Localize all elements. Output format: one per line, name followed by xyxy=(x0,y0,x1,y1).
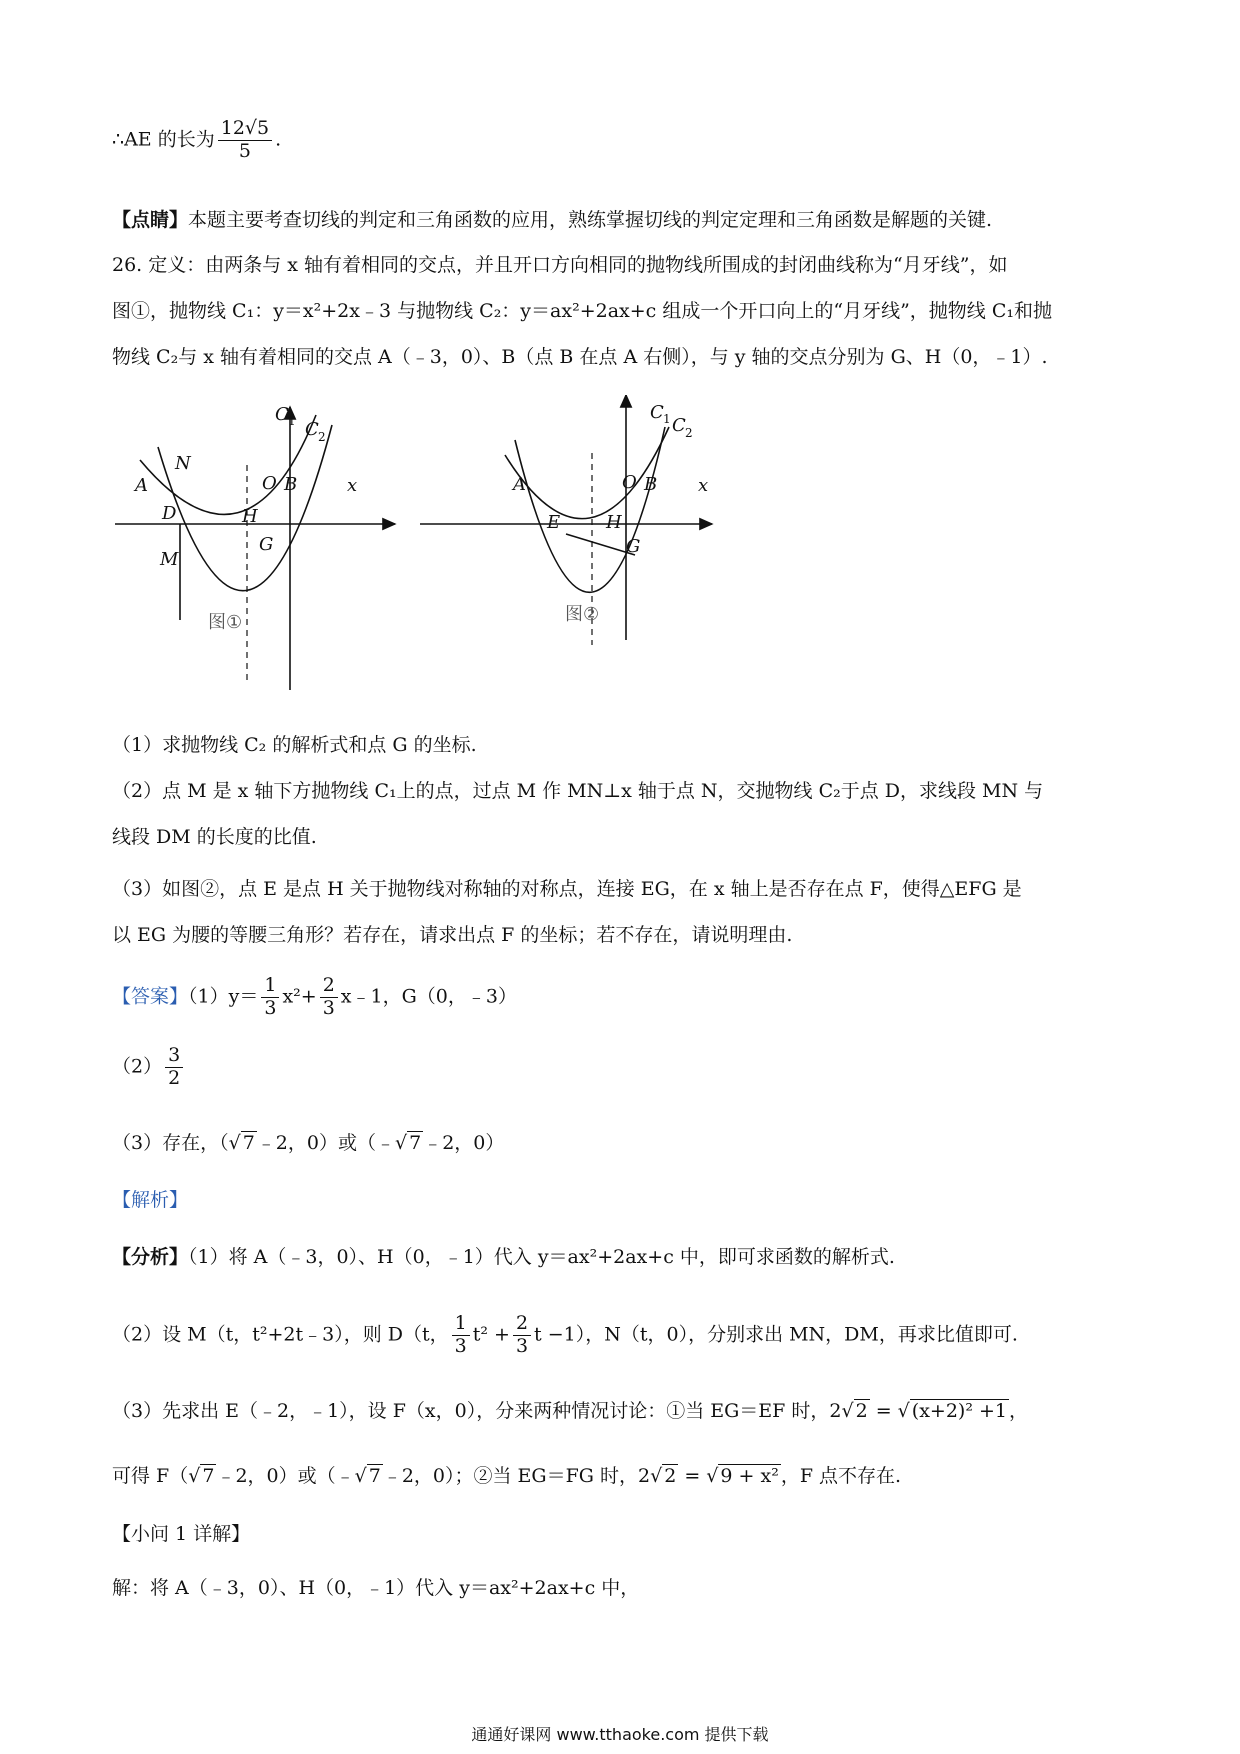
ae-length-line xyxy=(112,118,281,163)
analysis-line-2 xyxy=(112,1313,1018,1358)
fig1-labels xyxy=(133,395,357,570)
analysis-p4-pre: 可得 F（ xyxy=(112,1465,189,1487)
ae-fraction xyxy=(218,118,272,163)
analysis-p4-root-1: 7 xyxy=(202,1465,215,1487)
fig1-label-m: M xyxy=(160,549,179,570)
fig2-labels xyxy=(511,395,708,557)
analysis-p4-root-2: 7 xyxy=(368,1465,381,1487)
analysis-tag: 【分析】 xyxy=(112,1246,189,1268)
analysis-p2-post: t −1），N（t，0），分别求出 MN，DM，再求比值即可. xyxy=(534,1323,1018,1346)
answer-2-line xyxy=(112,1045,186,1090)
question-3b: 以 EG 为腰的等腰三角形？若存在，请求出点 F 的坐标；若不存在，请说明理由. xyxy=(112,924,793,946)
analysis-p4-mid: ﹣2，0）或（﹣ xyxy=(216,1465,355,1487)
question-2b: 线段 DM 的长度的比值. xyxy=(112,826,317,848)
detail-text: 解：将 A（﹣3，0）、H（0，﹣1）代入 y＝ax²+2ax+c 中， xyxy=(112,1577,640,1599)
jiexi-tag: 【解析】 xyxy=(112,1189,189,1211)
fig2-label-a: A xyxy=(513,474,526,495)
analysis-p1: （1）将 A（﹣3，0）、H（0，﹣1）代入 y＝ax²+2ax+c 中，即可求函数的解析式. xyxy=(188,1246,895,1268)
ae-prefix: ∴AE 的长为 xyxy=(112,128,215,151)
fig1-label-c1: C xyxy=(275,404,289,425)
answer-3-line: （3）存在，（√ 7 ﹣2，0）或（﹣√ 7 ﹣2，0） xyxy=(112,1132,505,1154)
answer-1-frac-b: $\frac{2}{3}$ xyxy=(320,975,338,1020)
analysis-line-1 xyxy=(112,1242,895,1272)
answer-tag: 【答案】 xyxy=(112,985,189,1008)
answer-3-root-2: 7 xyxy=(409,1132,422,1154)
problem-line-1: 26. 定义：由两条与 x 轴有着相同的交点，并且开口方向相同的抛物线所围成的封闭曲线称为“月牙线”，如 xyxy=(112,254,1008,276)
dianjing-text: 本题主要考查切线的判定和三角函数的应用，熟练掌握切线的判定定理和三角函数是解题的关键. xyxy=(188,209,993,231)
analysis-p4-eq-left-root: 2 xyxy=(664,1465,677,1487)
fig1-label-b: B xyxy=(284,474,298,495)
fig2-label-h: H xyxy=(606,512,622,533)
analysis-p3-eq-left: 2 xyxy=(829,1400,842,1422)
figure-1 xyxy=(115,407,395,690)
analysis-p3-pre: （3）先求出 E（﹣2，﹣1），设 F（x，0），分来两种情况讨论：①当 EG＝EF 时， xyxy=(112,1400,830,1422)
analysis-p4-end: ，F 点不存在. xyxy=(780,1465,902,1487)
analysis-p2-pre: （2）设 M（t，t²+2t﹣3），则 D（t， xyxy=(112,1323,449,1346)
ae-suffix: . xyxy=(275,128,282,151)
figure-captions xyxy=(208,604,599,633)
analysis-p2-frac-b: $\frac{2}{3}$ xyxy=(513,1313,531,1358)
fig2-label-o: O xyxy=(622,472,637,493)
question-2a: （2）点 M 是 x 轴下方抛物线 C₁上的点，过点 M 作 MN⊥x 轴于点 N，交抛物线 C₂于点 D，求线段 MN 与 xyxy=(112,780,1044,802)
fig1-label-c2: C xyxy=(305,419,319,440)
analysis-p3-eq-right: (x+2)² +1 xyxy=(911,1400,1008,1422)
fig1-label-o: O xyxy=(262,473,277,494)
answer-1-mid: x²+ xyxy=(282,985,317,1008)
fig2-parabola-c1 xyxy=(515,427,665,592)
analysis-line-3: （3）先求出 E（﹣2，﹣1），设 F（x，0），分来两种情况讨论：①当 EG＝EF 时，2√ 2 = √ (x+2)² +1 ， xyxy=(112,1400,1029,1422)
fig1-x-label: x xyxy=(347,475,358,496)
problem-line-2: 图①，抛物线 C₁：y＝x²+2x﹣3 与抛物线 C₂：y＝ax²+2ax+c 组成一个开口向上的“月牙线”，抛物线 C₁和抛 xyxy=(112,300,1052,322)
fig1-caption: 图① xyxy=(208,612,243,633)
fig2-x-label: x xyxy=(698,475,709,496)
fig1-label-a: A xyxy=(135,475,148,496)
dianjing-tag: 【点睛】 xyxy=(112,209,189,231)
ae-frac-num: 12√5 xyxy=(218,118,272,141)
dianjing-line xyxy=(112,205,992,235)
question-1: （1）求抛物线 C₂ 的解析式和点 G 的坐标. xyxy=(112,734,477,756)
fig2-label-g: G xyxy=(626,536,641,557)
answer-3-post: ﹣2，0） xyxy=(423,1132,505,1154)
svg-text:2: 2 xyxy=(685,426,693,440)
analysis-p2-frac-a: $\frac{1}{3}$ xyxy=(452,1313,470,1358)
fig1-label-d: D xyxy=(162,503,177,524)
fig1-label-n: N xyxy=(175,453,191,474)
answer-1-frac-a: $\frac{1}{3}$ xyxy=(261,975,279,1020)
svg-text:1: 1 xyxy=(288,414,296,428)
svg-text:2: 2 xyxy=(318,430,326,444)
answer-1-pre: （1）y＝ xyxy=(188,985,259,1008)
analysis-p2-mid: t² + xyxy=(472,1323,510,1346)
analysis-p3-end: ， xyxy=(1009,1400,1029,1422)
parabola-figures xyxy=(100,395,820,715)
svg-text:1: 1 xyxy=(663,412,671,426)
ae-frac-den: 5 xyxy=(238,139,251,162)
answer-3-root-1: 7 xyxy=(242,1132,255,1154)
page-footer: 通通好课网 www.tthaoke.com 提供下载 xyxy=(471,1725,769,1744)
fig2-label-b: B xyxy=(644,474,658,495)
analysis-p4-eq-right: 9 + x² xyxy=(720,1465,779,1487)
question-3a: （3）如图②，点 E 是点 H 关于抛物线对称轴的对称点，连接 EG，在 x 轴上是否存在点 F，使得△EFG 是 xyxy=(112,878,1022,900)
analysis-line-4: 可得 F（√ 7 ﹣2，0）或（﹣√ 7 ﹣2，0）；②当 EG＝FG 时，2√ 2 = √ 9 + x² ，F 点不存在. xyxy=(112,1465,902,1487)
fig1-label-h: H xyxy=(242,506,258,527)
answer-1-line xyxy=(112,975,517,1020)
answer-1-post: x﹣1，G（0，﹣3） xyxy=(340,985,517,1008)
analysis-p4-mid2: ﹣2，0）；②当 EG＝FG 时， xyxy=(382,1465,638,1487)
analysis-p3-eq-left-root: 2 xyxy=(855,1400,868,1422)
answer-2-pre: （2） xyxy=(112,1055,163,1078)
answer-2-frac: $\frac{3}{2}$ xyxy=(165,1045,183,1090)
answer-3-pre: （3）存在，（ xyxy=(112,1132,229,1154)
answer-3-mid: ﹣2，0）或（﹣ xyxy=(256,1132,395,1154)
fig2-label-c1: C xyxy=(650,402,664,423)
analysis-p4-eq-left: 2 xyxy=(638,1465,651,1487)
fig2-caption: 图② xyxy=(565,604,600,625)
fig2-label-e: E xyxy=(547,512,561,533)
fig2-label-c2: C xyxy=(672,415,686,436)
fig1-label-g: G xyxy=(259,534,274,555)
problem-line-3: 物线 C₂与 x 轴有着相同的交点 A（﹣3，0）、B（点 B 在点 A 右侧），与 y 轴的交点分别为 G、H（0，﹣1）. xyxy=(112,346,1048,368)
fig2-segment-eg xyxy=(566,534,635,555)
detail-tag: 【小问 1 详解】 xyxy=(112,1523,251,1545)
